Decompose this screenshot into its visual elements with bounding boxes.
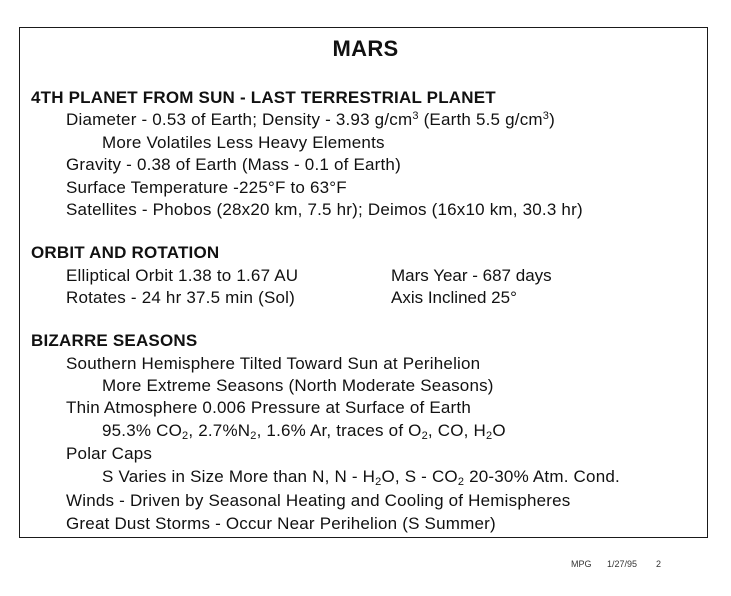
gravity-line: Gravity - 0.38 of Earth (Mass - 0.1 of Earth) <box>66 155 401 174</box>
subscript: 2 <box>457 476 465 488</box>
subscript: 2 <box>486 430 493 442</box>
temperature-line: Surface Temperature -225°F to 63°F <box>66 178 347 197</box>
page-title: MARS <box>332 36 399 61</box>
volatiles-line: More Volatiles Less Heavy Elements <box>102 133 385 152</box>
diameter-text: Diameter - 0.53 of Earth; Density - 3.93 g/cm <box>66 110 413 129</box>
varies-text: S Varies in Size More than N, N - H <box>102 467 376 486</box>
section-heading-orbit: ORBIT AND ROTATION <box>31 243 220 262</box>
composition-text: , 1.6% Ar, traces of O <box>256 421 422 440</box>
subscript: 2 <box>375 476 382 488</box>
composition-text: O <box>492 421 506 440</box>
subscript: 2 <box>182 430 189 442</box>
rotates-line: Rotates - 24 hr 37.5 min (Sol) <box>66 288 295 307</box>
subscript: 2 <box>421 430 428 442</box>
polar-caps-line: Polar Caps <box>66 444 153 463</box>
composition-line <box>102 421 506 441</box>
southern-line: Southern Hemisphere Tilted Toward Sun at Perihelion <box>66 354 481 373</box>
thin-atmosphere-line: Thin Atmosphere 0.006 Pressure at Surface of Earth <box>66 398 471 417</box>
winds-line: Winds - Driven by Seasonal Heating and Cooling of Hemispheres <box>66 491 571 510</box>
subscript: 2 <box>250 430 257 442</box>
satellites-line: Satellites - Phobos (28x20 km, 7.5 hr); Deimos (16x10 km, 30.3 hr) <box>66 200 583 219</box>
axis-line: Axis Inclined 25° <box>391 288 517 307</box>
earth-density-text: (Earth 5.5 g/cm <box>418 110 543 129</box>
varies-text: 20-30% Atm. Cond. <box>464 467 620 486</box>
dust-storms-line: Great Dust Storms - Occur Near Perihelion (S Summer) <box>66 514 496 533</box>
mars-year-line: Mars Year - 687 days <box>391 266 552 285</box>
orbit-line: Elliptical Orbit 1.38 to 1.67 AU <box>66 266 299 285</box>
superscript: 3 <box>412 110 419 122</box>
composition-text: , CO, H <box>427 421 486 440</box>
varies-line <box>102 467 620 487</box>
section-heading-planet: 4TH PLANET FROM SUN - LAST TERRESTRIAL PLANET <box>31 88 496 107</box>
superscript: 3 <box>542 110 550 122</box>
composition-text: 95.3% CO <box>102 421 183 440</box>
section-heading-seasons: BIZARRE SEASONS <box>31 331 198 350</box>
footer-author: MPG <box>571 559 592 569</box>
extreme-line: More Extreme Seasons (North Moderate Seasons) <box>102 376 494 395</box>
footer-page-number: 2 <box>656 559 662 569</box>
diameter-line <box>66 110 555 130</box>
paren-close: ) <box>549 110 555 129</box>
composition-text: , 2.7%N <box>188 421 251 440</box>
footer-date: 1/27/95 <box>607 559 638 569</box>
varies-text: O, S - CO <box>381 467 458 486</box>
